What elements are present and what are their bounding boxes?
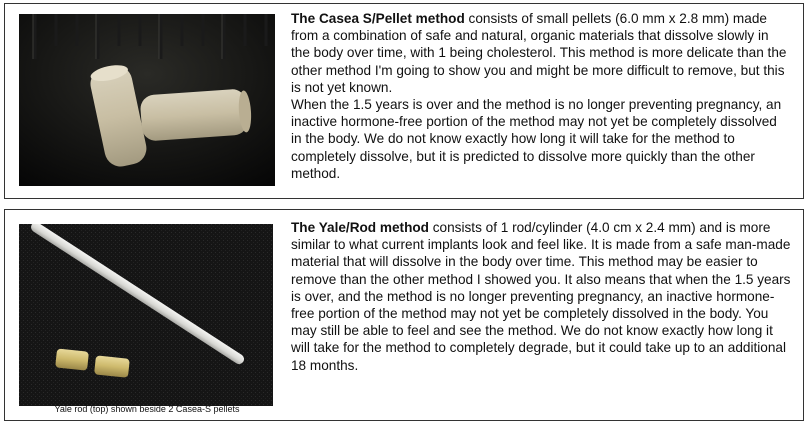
yale-rod-photo <box>19 224 273 406</box>
casea-method-heading: The Casea S/Pellet method <box>291 11 465 26</box>
casea-pellets-photo <box>19 14 275 186</box>
yale-method-panel <box>4 209 804 421</box>
yale-rod-photo-caption: Yale rod (top) shown beside 2 Casea-S pellets <box>54 404 240 414</box>
casea-method-panel <box>4 3 804 199</box>
yale-method-heading: The Yale/Rod method <box>291 220 429 235</box>
casea-method-body-continued: When the 1.5 years is over and the method is no longer preventing pregnancy, an inactive hormone-free portion of the method may not yet be completely dissolved in the body. We do not know exactly how long it will take for the method to completely dissolve, but it is predicted to dissolve more quickly than the other method. <box>291 97 782 181</box>
yale-method-description <box>291 219 791 374</box>
casea-method-body: consists of small pellets (6.0 mm x 2.8 mm) made from a combination of safe and natural, organic materials that dissolve slowly in the body over time, with 1 being cholesterol. This method is more delicate than the other method I'm going to show you and might be more difficult to remove, but this is not yet known. <box>291 11 787 95</box>
yale-method-body: consists of 1 rod/cylinder (4.0 cm x 2.4 mm) and is more similar to what current implants look and feel like. It is made from a safe man-made material that will dissolve in the body over time. This method may be easier to remove than the other method I showed you. It also means that when the 1.5 years is over, and the method is no longer preventing pregnancy, an inactive hormone-free portion of the method may not yet be completely dissolved in the body. You may still be able to feel and see the method. We do not know exactly how long it will take for the method to completely degrade, but it could take up to an additional 18 months. <box>291 220 791 373</box>
casea-method-description <box>291 10 791 182</box>
